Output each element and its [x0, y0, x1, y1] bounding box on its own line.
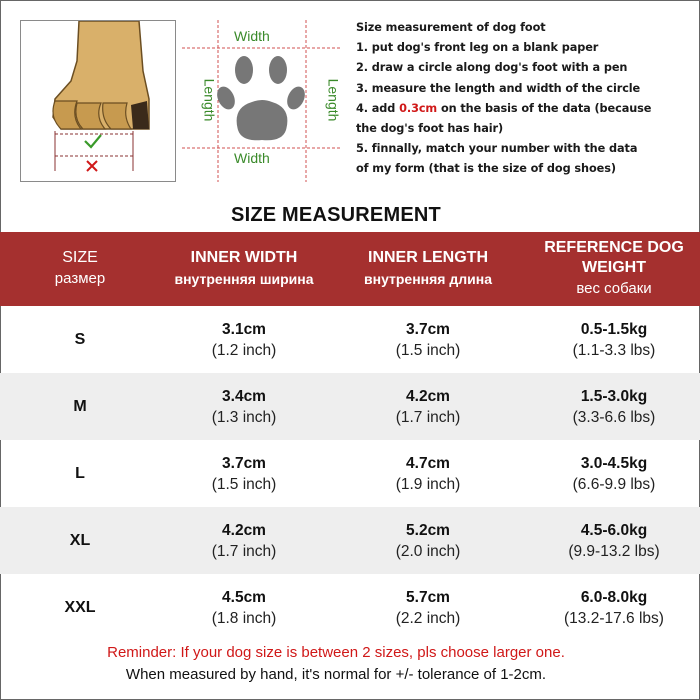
- step-4-highlight: 0.3cm: [399, 101, 438, 115]
- header-length-en: INNER LENGTH: [368, 249, 488, 266]
- header-weight: [528, 232, 700, 306]
- width-cm: 4.5cm: [222, 588, 266, 606]
- length-cm: 5.7cm: [406, 588, 450, 606]
- header-width-ru: внутренняя ширина: [174, 271, 314, 287]
- header-length-ru: внутренняя длина: [364, 271, 492, 287]
- row-weight: [528, 440, 700, 507]
- header-size-en: SIZE: [62, 249, 98, 266]
- row-width: [160, 507, 328, 574]
- step-2: 2. draw a circle along dog's foot with a pen: [356, 61, 628, 75]
- table-row: [0, 507, 700, 574]
- weight-kg: 1.5-3.0kg: [580, 387, 648, 405]
- row-length: [328, 574, 528, 641]
- weight-lbs: (13.2-17.6 lbs): [564, 609, 664, 627]
- weight-lbs: (6.6-9.9 lbs): [572, 475, 656, 493]
- row-size: XXL: [64, 598, 96, 616]
- length-cm: 5.2cm: [406, 521, 450, 539]
- step-4-cont: the dog's foot has hair): [356, 122, 504, 136]
- weight-lbs: (3.3-6.6 lbs): [572, 408, 656, 426]
- width-label-top: Width: [234, 28, 270, 44]
- width-cm: 3.1cm: [222, 320, 266, 338]
- row-size: XL: [69, 531, 91, 549]
- step-1: 1. put dog's front leg on a blank paper: [356, 41, 599, 55]
- table-row: [0, 373, 700, 440]
- width-inch: (1.3 inch): [211, 408, 277, 426]
- width-inch: (1.2 inch): [211, 341, 277, 359]
- header-weight-en-2: WEIGHT: [582, 259, 646, 276]
- table-header: [0, 232, 700, 306]
- width-cm: 4.2cm: [222, 521, 266, 539]
- row-length: [328, 306, 528, 373]
- row-size: S: [74, 330, 86, 348]
- instruction-area: [0, 0, 700, 196]
- header-size: [0, 232, 160, 306]
- step-4: [356, 99, 686, 119]
- row-width: [160, 373, 328, 440]
- row-weight: [528, 306, 700, 373]
- weight-kg: 6.0-8.0kg: [580, 588, 648, 606]
- table-row: [0, 306, 700, 373]
- reminder-text: Reminder: If your dog size is between 2 sizes, pls choose larger one.: [107, 644, 565, 661]
- table-row: [0, 440, 700, 507]
- weight-lbs: (1.1-3.3 lbs): [572, 341, 656, 359]
- row-length: [328, 440, 528, 507]
- step-4-prefix: 4. add: [356, 101, 400, 115]
- width-cm: 3.4cm: [222, 387, 266, 405]
- length-inch: (2.0 inch): [395, 542, 461, 560]
- width-cm: 3.7cm: [222, 454, 266, 472]
- row-weight: [528, 373, 700, 440]
- length-cm: 4.7cm: [406, 454, 450, 472]
- width-label-bottom: Width: [234, 150, 270, 166]
- header-width-en: INNER WIDTH: [190, 249, 298, 266]
- length-label-left: Length: [201, 78, 218, 122]
- row-weight: [528, 507, 700, 574]
- row-weight: [528, 574, 700, 641]
- paw-diagram: [182, 20, 342, 182]
- length-inch: (1.9 inch): [395, 475, 461, 493]
- length-inch: (2.2 inch): [395, 609, 461, 627]
- header-length: [328, 232, 528, 306]
- length-cm: 3.7cm: [406, 320, 450, 338]
- length-label-right: Length: [325, 78, 342, 122]
- step-5-cont: of my form (that is the size of dog shoes): [356, 162, 616, 176]
- measurement-steps: [356, 18, 686, 180]
- weight-lbs: (9.9-13.2 lbs): [568, 542, 660, 560]
- width-inch: (1.5 inch): [211, 475, 277, 493]
- header-width: [160, 232, 328, 306]
- width-inch: (1.8 inch): [211, 609, 277, 627]
- length-inch: (1.7 inch): [395, 408, 461, 426]
- dog-foot-icon: [21, 21, 177, 183]
- table-row: [0, 574, 700, 641]
- weight-kg: 0.5-1.5kg: [580, 320, 648, 338]
- row-length: [328, 507, 528, 574]
- steps-heading: Size measurement of dog foot: [356, 21, 546, 34]
- width-inch: (1.7 inch): [211, 542, 277, 560]
- page-title: SIZE MEASUREMENT: [231, 204, 441, 226]
- row-size: M: [73, 397, 87, 415]
- header-weight-en-1: REFERENCE DOG: [544, 239, 684, 256]
- row-width: [160, 306, 328, 373]
- header-size-ru: размер: [54, 270, 106, 287]
- row-length: [328, 373, 528, 440]
- length-inch: (1.5 inch): [395, 341, 461, 359]
- weight-kg: 4.5-6.0kg: [580, 521, 648, 539]
- step-3: 3. measure the length and width of the circle: [356, 81, 641, 95]
- step-5: 5. finnally, match your number with the data: [356, 142, 638, 156]
- foot-illustration: [20, 20, 176, 182]
- footer-notes: [0, 642, 672, 686]
- row-width: [160, 440, 328, 507]
- tolerance-text: When measured by hand, it's normal for +/- tolerance of 1-2cm.: [125, 666, 547, 683]
- row-size: L: [75, 464, 85, 482]
- step-4-suffix: on the basis of the data (because: [437, 101, 652, 115]
- header-weight-ru: вес собаки: [576, 280, 652, 297]
- weight-kg: 3.0-4.5kg: [580, 454, 648, 472]
- length-cm: 4.2cm: [406, 387, 450, 405]
- row-width: [160, 574, 328, 641]
